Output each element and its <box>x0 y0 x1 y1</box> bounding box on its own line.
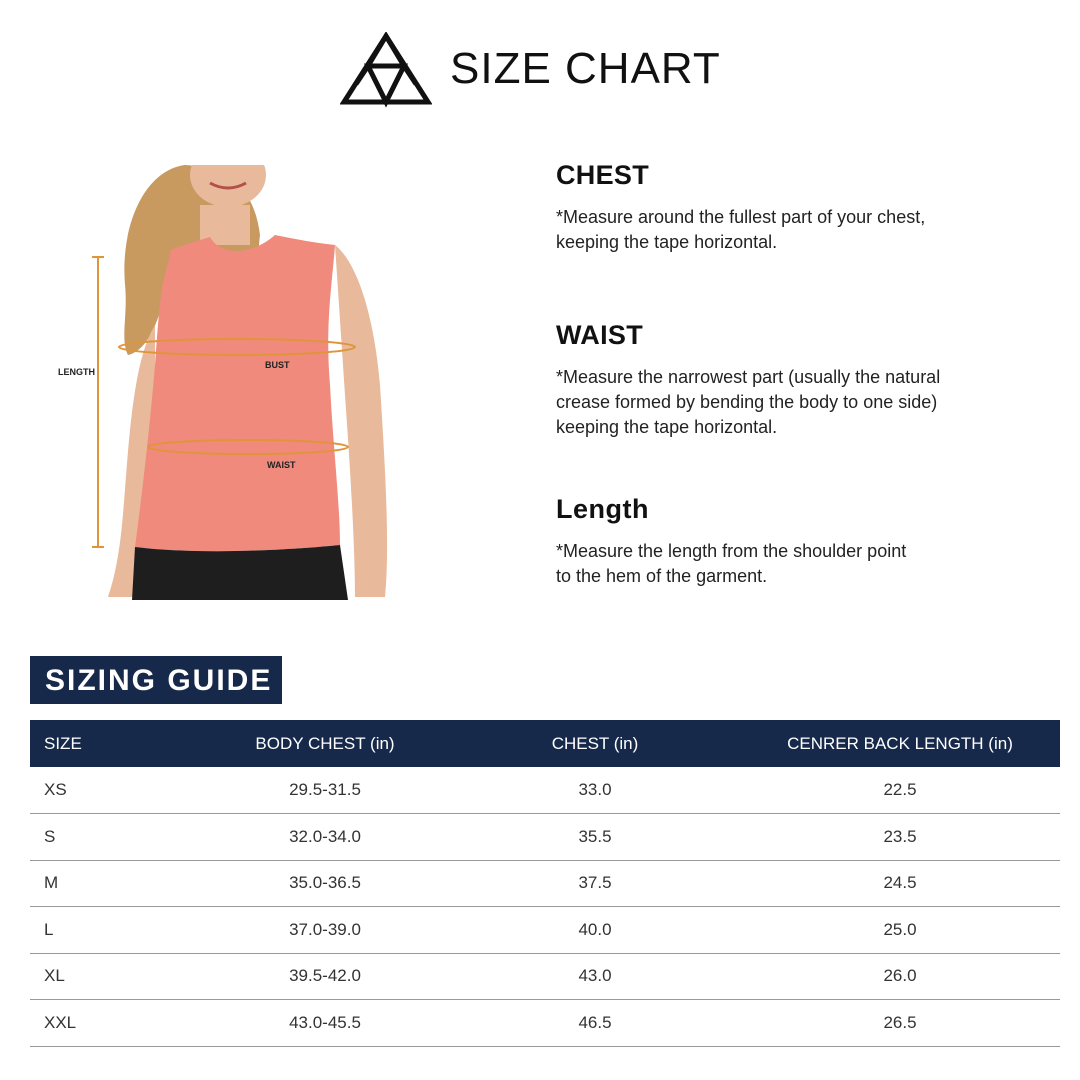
back-length-cell: 24.5 <box>740 860 1060 907</box>
size-cell: XS <box>30 767 200 814</box>
header-chest: CHEST (in) <box>450 720 740 767</box>
table-header-row <box>30 720 1060 767</box>
triangle-logo-icon <box>340 32 432 108</box>
length-section <box>556 494 1056 589</box>
body-chest-cell: 35.0-36.5 <box>200 860 450 907</box>
header-back-length: CENRER BACK LENGTH (in) <box>740 720 1060 767</box>
table-row <box>30 814 1060 861</box>
chest-cell: 43.0 <box>450 953 740 1000</box>
right-arm-shape <box>335 245 387 597</box>
chest-cell: 46.5 <box>450 1000 740 1047</box>
table-row <box>30 953 1060 1000</box>
length-label: LENGTH <box>58 367 95 377</box>
model-figure <box>50 165 390 600</box>
size-cell: XL <box>30 953 200 1000</box>
size-cell: L <box>30 907 200 954</box>
back-length-cell: 23.5 <box>740 814 1060 861</box>
table-row <box>30 907 1060 954</box>
model-illustration <box>50 165 390 600</box>
back-length-cell: 25.0 <box>740 907 1060 954</box>
back-length-cell: 26.5 <box>740 1000 1060 1047</box>
chest-cell: 40.0 <box>450 907 740 954</box>
chest-heading: CHEST <box>556 160 650 190</box>
body-chest-cell: 32.0-34.0 <box>200 814 450 861</box>
size-cell: M <box>30 860 200 907</box>
body-chest-cell: 43.0-45.5 <box>200 1000 450 1047</box>
chest-text: *Measure around the fullest part of your chest, keeping the tape horizontal. <box>556 207 926 252</box>
table-row <box>30 860 1060 907</box>
waist-label: WAIST <box>267 460 296 470</box>
pants-shape <box>132 545 348 600</box>
header <box>0 30 1080 110</box>
chest-cell: 35.5 <box>450 814 740 861</box>
chest-cell: 33.0 <box>450 767 740 814</box>
size-cell: XXL <box>30 1000 200 1047</box>
body-chest-cell: 37.0-39.0 <box>200 907 450 954</box>
table-row <box>30 767 1060 814</box>
back-length-cell: 26.0 <box>740 953 1060 1000</box>
size-cell: S <box>30 814 200 861</box>
chest-cell: 37.5 <box>450 860 740 907</box>
table-row <box>30 1000 1060 1047</box>
header-size: SIZE <box>30 720 200 767</box>
chest-section <box>556 160 1056 255</box>
length-text: *Measure the length from the shoulder point to the hem of the garment. <box>556 541 907 586</box>
waist-heading: WAIST <box>556 320 643 350</box>
back-length-cell: 22.5 <box>740 767 1060 814</box>
header-body-chest: BODY CHEST (in) <box>200 720 450 767</box>
body-chest-cell: 29.5-31.5 <box>200 767 450 814</box>
sizing-guide-badge: SIZING GUIDE <box>30 656 282 704</box>
size-table <box>30 720 1060 1047</box>
shirt-shape <box>135 235 340 551</box>
waist-section <box>556 320 1056 440</box>
body-chest-cell: 39.5-42.0 <box>200 953 450 1000</box>
length-heading: Length <box>556 494 649 524</box>
bust-label: BUST <box>265 360 290 370</box>
page-title: SIZE CHART <box>450 44 721 93</box>
waist-text: *Measure the narrowest part (usually the natural crease formed by bending the body to one side) keeping the tape horizontal. <box>556 367 941 437</box>
